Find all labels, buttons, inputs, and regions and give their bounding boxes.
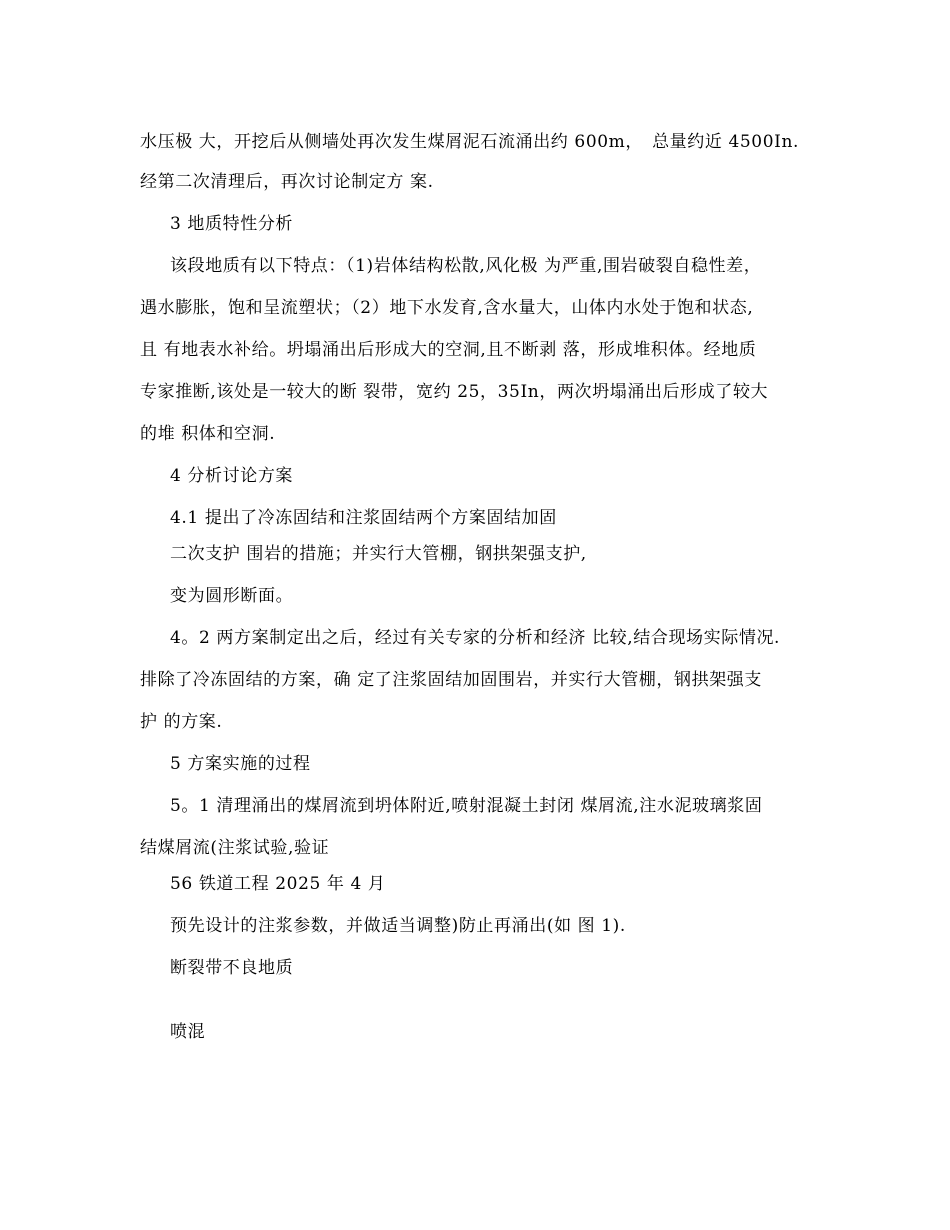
paragraph-line: 且 有地表水补给。坍塌涌出后形成大的空洞,且不断剥 落，形成堆积体。经地质 <box>140 340 757 360</box>
figure-label: 喷混 <box>170 1022 206 1042</box>
paragraph-line: 变为圆形断面。 <box>170 586 294 606</box>
paragraph-line: 的堆 积体和空洞. <box>140 424 276 444</box>
figure-label: 断裂带不良地质 <box>170 958 294 978</box>
running-header: 56 铁道工程 2025 年 4 月 <box>170 874 386 894</box>
paragraph-line: 该段地质有以下特点：（1)岩体结构松散,风化极 为严重,围岩破裂自稳性差， <box>170 256 762 276</box>
paragraph-line: 专家推断,该处是一较大的断 裂带，宽约 25，35In，两次坍塌涌出后形成了较大 <box>140 382 769 402</box>
paragraph-line: 二次支护 围岩的措施；并实行大管棚，钢拱架强支护, <box>170 544 587 564</box>
paragraph-line: 结煤屑流(注浆试验,验证 <box>140 838 330 858</box>
section-heading: 5 方案实施的过程 <box>170 754 311 774</box>
paragraph-line: 护 的方案. <box>140 712 223 732</box>
subsection-heading: 4.1 提出了冷冻固结和注浆固结两个方案固结加固 <box>170 508 557 528</box>
section-heading: 3 地质特性分析 <box>170 214 294 234</box>
section-heading: 4 分析讨论方案 <box>170 466 294 486</box>
paragraph-line: 水压极 大，开挖后从侧墙处再次发生煤屑泥石流涌出约 600m， 总量约近 4500In. <box>140 132 800 152</box>
subsection-heading: 4。2 两方案制定出之后，经过有关专家的分析和经济 比较,结合现场实际情况. <box>170 628 781 648</box>
paragraph-line: 排除了冷冻固结的方案，确 定了注浆固结加固围岩，并实行大管棚，钢拱架强支 <box>140 670 763 690</box>
paragraph-line: 预先设计的注浆参数，并做适当调整)防止再涌出(如 图 1). <box>170 916 626 936</box>
paragraph-line: 经第二次清理后，再次讨论制定方 案. <box>140 172 434 192</box>
subsection-heading: 5。1 清理涌出的煤屑流到坍体附近,喷射混凝土封闭 煤屑流,注水泥玻璃浆固 <box>170 796 763 816</box>
paragraph-line: 遇水膨胀，饱和呈流塑状；（2）地下水发育,含水量大，山体内水处于饱和状态, <box>140 298 754 318</box>
